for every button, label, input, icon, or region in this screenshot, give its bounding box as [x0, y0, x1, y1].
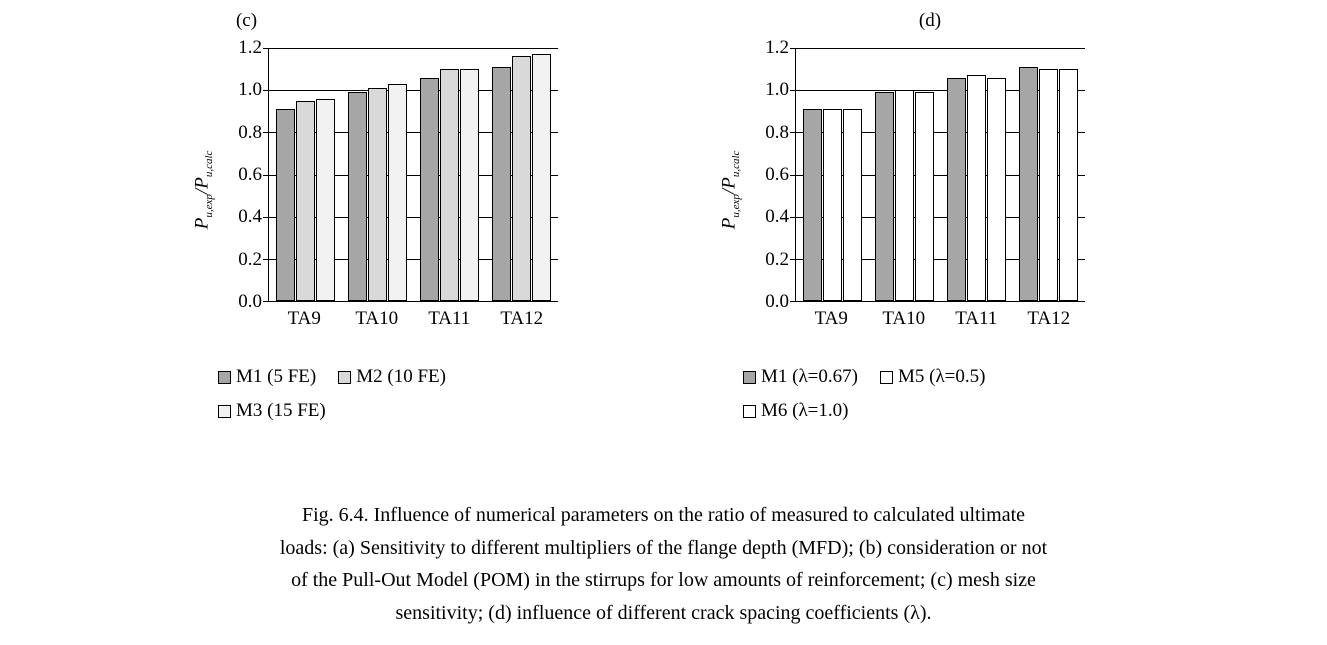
- bar: [460, 69, 479, 301]
- panel-c-chart: [0, 37, 663, 340]
- bar: [368, 88, 387, 301]
- y-tick-label: 1.0: [765, 79, 789, 101]
- legend-row: [218, 366, 663, 388]
- x-tick-label: TA9: [287, 308, 321, 329]
- legend-item: [743, 400, 848, 422]
- panel-d-chart: [663, 37, 1327, 340]
- x-tick-label: TA10: [355, 308, 399, 329]
- bar: [276, 109, 295, 301]
- y-label-p1: P: [191, 217, 213, 230]
- x-tick-label: TA9: [814, 308, 848, 329]
- x-tick-label: TA10: [882, 308, 926, 329]
- panel-d-y-ticks: [747, 37, 795, 312]
- bar: [348, 92, 367, 301]
- caption-line: of the Pull-Out Model (POM) in the stirrups for low amounts of reinforcement; (c) mesh size: [291, 569, 1036, 592]
- bar: [440, 69, 459, 301]
- legend-swatch-icon: [880, 371, 893, 384]
- y-label-slash: /P: [191, 177, 213, 195]
- bar: [1019, 67, 1038, 301]
- y-tick-label: 0.4: [765, 206, 789, 228]
- bar: [967, 75, 986, 301]
- legend-label: M2 (10 FE): [356, 366, 446, 387]
- y-tick-label: 0.6: [765, 164, 789, 185]
- panel-c-legend: [0, 366, 663, 422]
- bar-group: [868, 48, 940, 301]
- legend-item: [218, 366, 316, 388]
- legend-swatch-icon: [218, 405, 231, 418]
- bar: [803, 109, 822, 301]
- y-tick-label: 0.0: [238, 291, 262, 312]
- bar-group: [414, 48, 486, 301]
- bar: [1059, 69, 1078, 301]
- bar-group: [1013, 48, 1085, 301]
- y-tick-label: 0.8: [238, 121, 262, 143]
- legend-swatch-icon: [743, 371, 756, 384]
- bar: [947, 78, 966, 301]
- y-tick-label: 0.8: [765, 121, 789, 143]
- bar-group: [796, 48, 868, 301]
- panel-d-y-axis-label: [713, 40, 747, 340]
- panel-c-plot-wrap: [268, 40, 558, 340]
- y-label-slash: /P: [718, 177, 740, 195]
- bar: [296, 101, 315, 301]
- bar: [987, 78, 1006, 301]
- bar: [1039, 69, 1058, 301]
- bar-group: [341, 48, 413, 301]
- panel-c-title: (c): [235, 10, 258, 31]
- bar: [316, 99, 335, 301]
- caption-line: Fig. 6.4. Influence of numerical parameters on the ratio of measured to calculated ultimate: [301, 504, 1026, 527]
- bar: [532, 54, 551, 301]
- panel-d-legend: [663, 366, 1327, 422]
- x-tick-label: TA12: [500, 308, 544, 329]
- x-tick-label: TA12: [1027, 308, 1071, 329]
- bar-group: [486, 48, 558, 301]
- bar: [388, 84, 407, 301]
- legend-item: [218, 400, 326, 422]
- legend-row: [218, 400, 663, 422]
- legend-label: M1 (5 FE): [236, 366, 317, 387]
- panel-c-plot-area: [268, 48, 558, 302]
- bar: [843, 109, 862, 301]
- panel-c-bar-groups: [269, 48, 558, 301]
- legend-swatch-icon: [743, 405, 756, 418]
- chart-panel-d: [663, 4, 1327, 434]
- bar: [915, 92, 934, 301]
- y-label-sub2: u,calc: [729, 150, 742, 178]
- legend-row: [743, 400, 1327, 422]
- chart-panel-c: [0, 4, 663, 434]
- legend-label: M1 (λ=0.67): [761, 366, 858, 387]
- legend-label: M3 (15 FE): [236, 400, 326, 421]
- axis-tick: [790, 301, 796, 302]
- legend-label: M6 (λ=1.0): [761, 400, 849, 421]
- y-label-sub1: u,exp: [202, 194, 215, 218]
- legend-item: [338, 366, 446, 388]
- y-tick-label: 1.2: [765, 37, 789, 58]
- legend-swatch-icon: [218, 371, 231, 384]
- x-tick-label: TA11: [955, 308, 998, 329]
- panel-d-title: (d): [918, 10, 942, 31]
- axis-tick: [263, 301, 269, 302]
- x-tick-label: TA11: [428, 308, 471, 329]
- legend-row: [743, 366, 1327, 388]
- panel-d-plot-area: [795, 48, 1085, 302]
- panel-c-y-ticks: [220, 37, 268, 312]
- y-tick-label: 0.4: [238, 206, 262, 228]
- y-tick-label: 1.0: [238, 79, 262, 101]
- figure-caption: [0, 499, 1327, 629]
- y-tick-label: 0.2: [238, 248, 262, 270]
- y-tick-label: 0.0: [765, 291, 789, 312]
- bar-group: [941, 48, 1013, 301]
- y-tick-label: 1.2: [238, 37, 262, 58]
- bar: [875, 92, 894, 301]
- bar: [420, 78, 439, 301]
- y-label-p1: P: [718, 217, 740, 230]
- panel-d-plot-wrap: [795, 40, 1085, 340]
- y-tick-label: 0.2: [765, 248, 789, 270]
- panel-d-bar-groups: [796, 48, 1085, 301]
- panel-d-x-labels: [795, 308, 1085, 330]
- panel-c-y-axis-label: [186, 40, 220, 340]
- y-label-sub2: u,calc: [202, 150, 215, 178]
- y-tick-label: 0.6: [238, 164, 262, 185]
- bar-group: [269, 48, 341, 301]
- y-label-sub1: u,exp: [729, 194, 742, 218]
- legend-item: [880, 366, 985, 388]
- bar: [492, 67, 511, 301]
- legend-label: M5 (λ=0.5): [897, 366, 986, 387]
- bar: [895, 90, 914, 301]
- panel-c-x-labels: [268, 308, 558, 330]
- bar: [823, 109, 842, 301]
- caption-line: loads: (a) Sensitivity to different multipliers of the flange depth (MFD); (b) consideration or not: [279, 536, 1048, 559]
- legend-item: [743, 366, 858, 388]
- caption-line: sensitivity; (d) influence of different crack spacing coefficients (λ).: [395, 601, 932, 624]
- legend-swatch-icon: [338, 371, 351, 384]
- bar: [512, 56, 531, 301]
